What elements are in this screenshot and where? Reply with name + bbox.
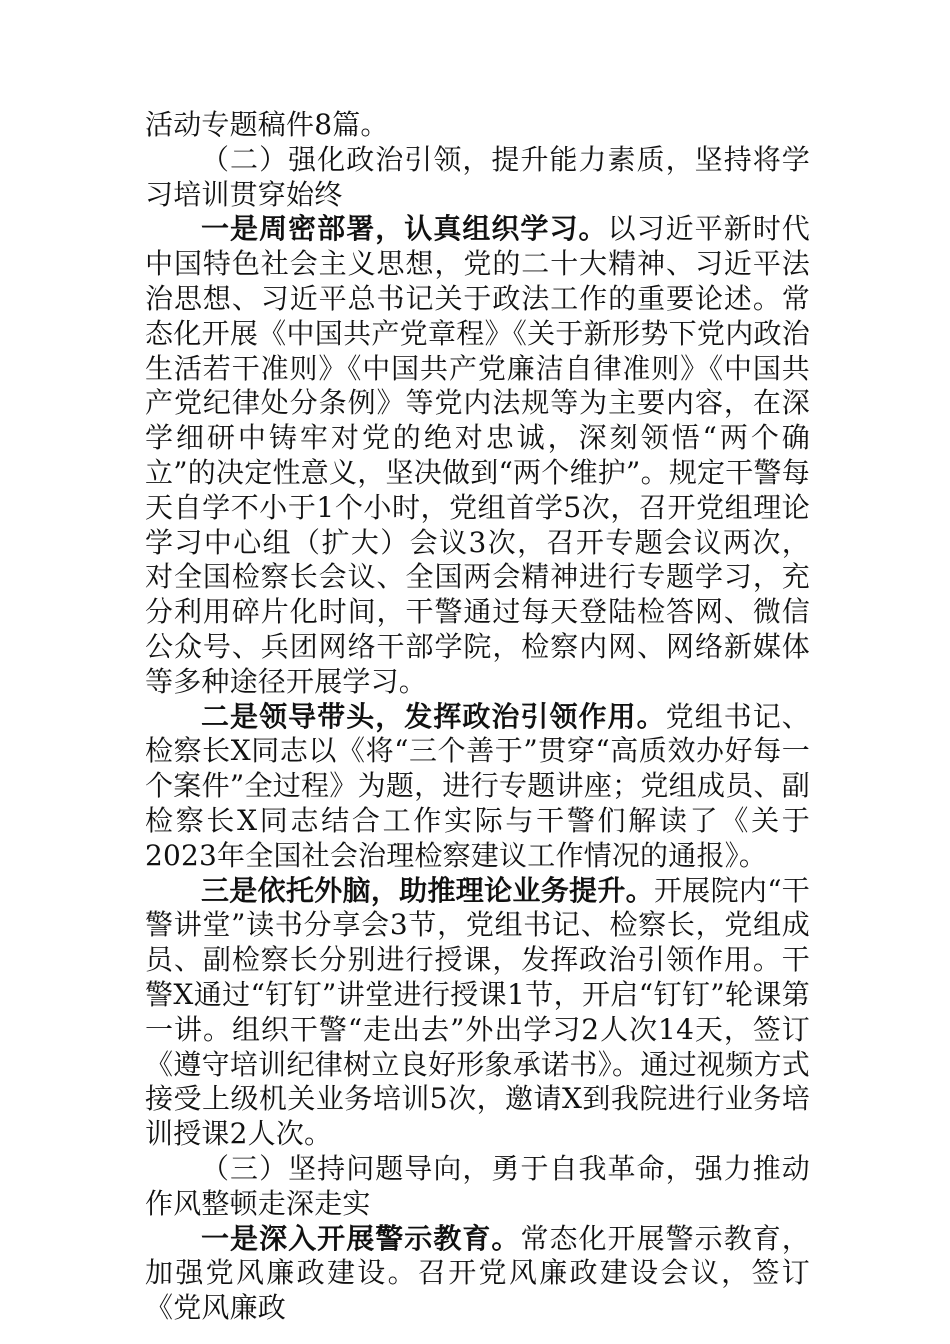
section-heading-text: （二）强化政治引领，提升能力素质，坚持将学习培训贯穿始终 xyxy=(145,142,810,211)
section-heading-2 xyxy=(145,143,810,213)
paragraph-text: 活动专题稿件8篇。 xyxy=(145,108,389,141)
paragraph-leadership xyxy=(145,700,810,874)
document-body xyxy=(145,108,810,1326)
paragraph-text: 开展院内“干警讲堂”读书分享会3节，党组书记、检察长，党组成员、副检察长分别进行授课，发挥政治引领作用。干警X通过“钉钉”讲堂进行授课1节，开启“钉钉”轮课第一讲。组织干警“走出去”外出学习2人次14天，签订《遵守培训纪律树立良好形象承诺书》。通过视频方式接受上级机关业务培训5次，邀请X到我院进行业务培训授课2人次。 xyxy=(145,873,811,1151)
paragraph-external-training xyxy=(145,874,810,1152)
paragraph-text: 党组书记、检察长X同志以《将“三个善于”贯穿“高质效办好每一个案件”全过程》为题，进行专题讲座；党组成员、副检察长X同志结合工作实际与干警们解读了《关于2023年全国社会治理检察建议工作情况的通报》。 xyxy=(145,699,810,872)
paragraph-text: 常态化开展警示教育，加强党风廉政建设。召开党风廉政建设会议，签订《党风廉政 xyxy=(145,1221,810,1325)
paragraph-study-organization xyxy=(145,212,810,699)
paragraph-warning-education xyxy=(145,1222,810,1326)
section-heading-text: （三）坚持问题导向，勇于自我革命，强力推动作风整顿走深走实 xyxy=(145,1151,810,1220)
paragraph-continuation xyxy=(145,108,810,143)
paragraph-lead: 三是依托外脑，助推理论业务提升。 xyxy=(201,873,654,907)
paragraph-lead: 二是领导带头，发挥政治引领作用。 xyxy=(201,699,666,733)
paragraph-text: 以习近平新时代中国特色社会主义思想，党的二十大精神、习近平法治思想、习近平总书记关于政法工作的重要论述。常态化开展《中国共产党章程》《关于新形势下党内政治生活若干准则》《中国共产党廉洁自律准则》《中国共产党纪律处分条例》等党内法规等为主要内容，在深学细研中铸牢对党的绝对忠诚，深刻领悟“两个确立”的决定性意义，坚决做到“两个维护”。规定干警每天自学不小于1个小时，党组首学5次，召开党组理论学习中心组（扩大）会议3次，召开专题会议两次，对全国检察长会议、全国两会精神进行专题学习，充分利用碎片化时间，干警通过每天登陆检答网、微信公众号、兵团网络干部学院，检察内网、网络新媒体等多种途径开展学习。 xyxy=(145,212,810,698)
paragraph-lead: 一是周密部署，认真组织学习。 xyxy=(201,212,608,246)
section-heading-3 xyxy=(145,1152,810,1222)
paragraph-lead: 一是深入开展警示教育。 xyxy=(201,1221,521,1255)
